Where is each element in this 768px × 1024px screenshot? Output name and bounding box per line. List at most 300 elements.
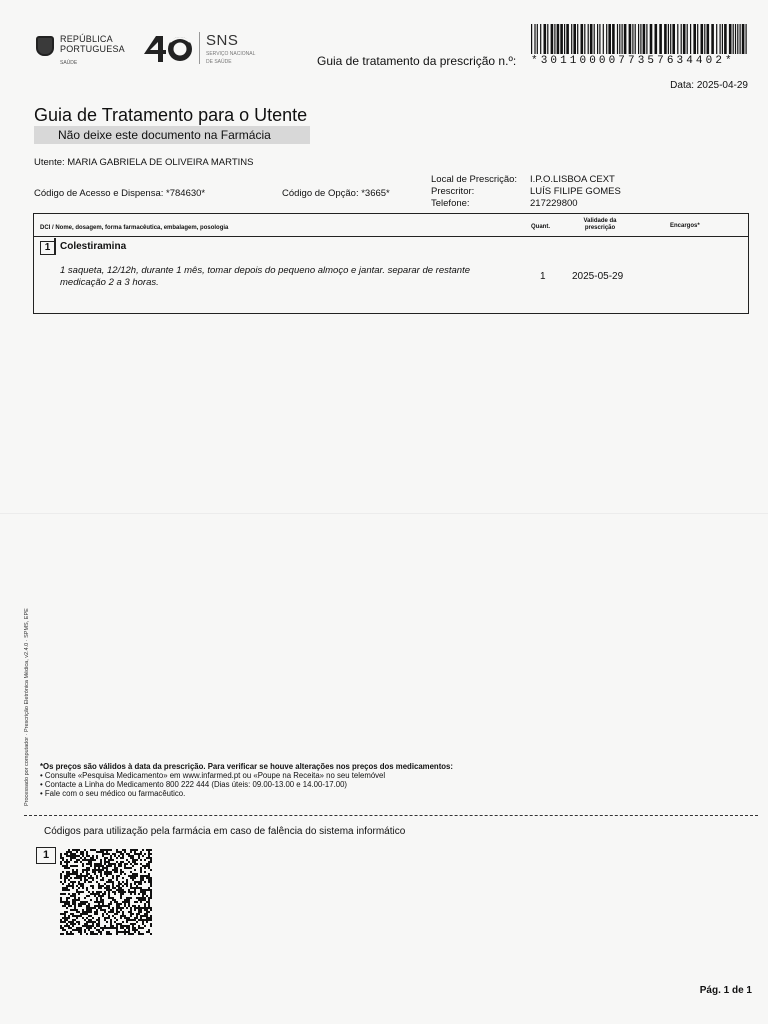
qr-module [144, 913, 146, 915]
qr-module [140, 887, 142, 889]
qr-module [128, 867, 130, 869]
barcode-bar [683, 24, 686, 54]
qr-module [140, 897, 142, 899]
qr-module [116, 877, 118, 879]
qr-module [72, 929, 74, 931]
qr-module [150, 909, 152, 911]
qr-module [64, 925, 66, 927]
qr-module [116, 901, 118, 903]
barcode-bar [681, 24, 682, 54]
qr-module [78, 897, 80, 899]
qr-module [74, 897, 76, 899]
qr-module [134, 893, 136, 895]
qr-module [136, 929, 138, 931]
qr-module [124, 915, 126, 917]
qr-module [100, 863, 102, 865]
qr-module [148, 851, 150, 853]
qr-module [112, 897, 114, 899]
qr-module [88, 877, 90, 879]
qr-module [118, 891, 120, 893]
qr-module [88, 915, 90, 917]
qr-module [84, 929, 86, 931]
qr-module [116, 871, 118, 873]
qr-module [148, 919, 150, 921]
qr-module [116, 851, 118, 853]
qr-module [124, 883, 126, 885]
qr-module [72, 865, 74, 867]
qr-module [100, 931, 102, 933]
qr-module [122, 907, 124, 909]
qr-module [128, 889, 130, 891]
qr-module [126, 897, 128, 899]
qr-module [136, 915, 138, 917]
qr-module [124, 873, 126, 875]
qr-module [142, 923, 144, 925]
qr-module [148, 897, 150, 899]
qr-module [136, 849, 138, 851]
qr-module [122, 871, 124, 873]
barcode-bar [597, 24, 598, 54]
qr-module [70, 881, 72, 883]
qr-module [130, 851, 132, 853]
qr-module [96, 919, 98, 921]
qr-module [78, 859, 80, 861]
qr-module [84, 913, 86, 915]
qr-module [128, 925, 130, 927]
qr-module [150, 891, 152, 893]
qr-module [110, 927, 112, 929]
qr-module [116, 857, 118, 859]
barcode-bar [704, 24, 705, 54]
qr-module [76, 861, 78, 863]
qr-module [112, 891, 114, 893]
qr-module [140, 919, 142, 921]
qr-module [122, 921, 124, 923]
qr-module [86, 895, 88, 897]
barcode-bar [573, 24, 576, 54]
qr-module [146, 895, 148, 897]
qr-module [110, 863, 112, 865]
qr-module [100, 901, 102, 903]
qr-module [108, 885, 110, 887]
qr-module [120, 869, 122, 871]
republica-sub: SAÚDE [60, 60, 78, 66]
qr-module [76, 849, 78, 851]
barcode-bar [547, 24, 548, 54]
qr-module [140, 889, 142, 891]
qr-module [82, 851, 84, 853]
qr-module [64, 861, 66, 863]
qr-module [106, 889, 108, 891]
qr-module [80, 883, 82, 885]
qr-module [122, 925, 124, 927]
qr-module [142, 877, 144, 879]
qr-module [140, 853, 142, 855]
qr-module [62, 857, 64, 859]
qr-module [82, 853, 84, 855]
qr-module [80, 885, 82, 887]
qr-module [68, 925, 70, 927]
qr-module [140, 907, 142, 909]
barcode-bar [537, 24, 538, 54]
qr-module [88, 907, 90, 909]
qr-module [74, 923, 76, 925]
qr-module [106, 865, 108, 867]
qr-module [80, 905, 82, 907]
qr-module [128, 891, 130, 893]
qr-module [138, 887, 140, 889]
qr-module [78, 899, 80, 901]
qr-module [104, 867, 106, 869]
qr-module [148, 849, 150, 851]
qr-module [142, 891, 144, 893]
qr-module [150, 889, 152, 891]
qr-module [136, 917, 138, 919]
qr-module [114, 913, 116, 915]
barcode-bar [707, 24, 710, 54]
qr-module [98, 925, 100, 927]
qr-module [80, 903, 82, 905]
qr-module [112, 911, 114, 913]
qr-module [64, 915, 66, 917]
qr-module [116, 867, 118, 869]
qr-module [134, 851, 136, 853]
qr-module [134, 883, 136, 885]
qr-module [148, 865, 150, 867]
qr-module [80, 927, 82, 929]
qr-module [110, 865, 112, 867]
qr-module [134, 905, 136, 907]
qr-module [108, 865, 110, 867]
qr-module [122, 885, 124, 887]
qr-module [118, 905, 120, 907]
qr-module [82, 885, 84, 887]
qr-module [74, 871, 76, 873]
qr-module [82, 871, 84, 873]
qr-module [76, 915, 78, 917]
qr-module [146, 901, 148, 903]
validity-value: 2025-05-29 [572, 271, 624, 282]
republica-line2: PORTUGUESA [60, 44, 125, 54]
qr-module [112, 907, 114, 909]
qr-module [74, 895, 76, 897]
barcode-bar [599, 24, 600, 54]
qr-module [102, 865, 104, 867]
qr-module [148, 853, 150, 855]
option-code: Código de Opção: *3665* [282, 188, 390, 199]
qr-module [98, 895, 100, 897]
qr-module [104, 853, 106, 855]
qr-module [98, 867, 100, 869]
qr-module [100, 885, 102, 887]
cut-line [24, 815, 758, 816]
qr-module [146, 919, 148, 921]
qr-module [110, 855, 112, 857]
qr-module [118, 883, 120, 885]
qr-module [74, 853, 76, 855]
qr-module [90, 919, 92, 921]
qr-module [130, 857, 132, 859]
qr-module [72, 873, 74, 875]
qr-module [68, 875, 70, 877]
qr-module [92, 925, 94, 927]
qr-module [64, 887, 66, 889]
qr-module [148, 879, 150, 881]
qr-module [126, 867, 128, 869]
qr-module [68, 883, 70, 885]
qr-module [140, 869, 142, 871]
qr-module [150, 853, 152, 855]
qr-module [64, 893, 66, 895]
qr-module [94, 849, 96, 851]
qr-module [142, 865, 144, 867]
qr-module [92, 931, 94, 933]
qr-module [66, 917, 68, 919]
qr-module [114, 917, 116, 919]
qr-module [70, 921, 72, 923]
sns-logo [206, 32, 264, 66]
qr-module [90, 925, 92, 927]
qr-module [150, 907, 152, 909]
qr-module [114, 865, 116, 867]
qr-module [130, 883, 132, 885]
qr-module [106, 853, 108, 855]
qr-module [144, 925, 146, 927]
qr-module [78, 893, 80, 895]
qr-module [92, 907, 94, 909]
prescritor-value: LUÍS FILIPE GOMES [530, 186, 621, 197]
qr-module [112, 853, 114, 855]
qr-module [82, 875, 84, 877]
qr-module [60, 913, 62, 915]
qr-module [150, 933, 152, 935]
qr-module [98, 921, 100, 923]
qr-module [150, 917, 152, 919]
qr-module [124, 931, 126, 933]
qr-module [60, 893, 62, 895]
qr-module [66, 897, 68, 899]
qr-module [136, 863, 138, 865]
qr-module [96, 913, 98, 915]
qr-module [94, 927, 96, 929]
qr-module [60, 873, 62, 875]
qr-module [82, 863, 84, 865]
qr-module [118, 923, 120, 925]
qr-module [116, 911, 118, 913]
qr-module [126, 885, 128, 887]
qr-module [132, 861, 134, 863]
barcode-bar [622, 24, 623, 54]
qr-module [132, 925, 134, 927]
qr-module [116, 905, 118, 907]
qr-module [120, 903, 122, 905]
qr-module [88, 929, 90, 931]
qr-module [112, 899, 114, 901]
qr-module [72, 869, 74, 871]
qr-module [102, 899, 104, 901]
qr-module [140, 911, 142, 913]
qr-module [132, 913, 134, 915]
qr-module [90, 909, 92, 911]
qr-module [124, 929, 126, 931]
qr-module [86, 871, 88, 873]
qr-module [94, 911, 96, 913]
qr-module [132, 855, 134, 857]
qr-module [102, 867, 104, 869]
republica-portuguesa-logo [36, 34, 128, 66]
qr-module [96, 893, 98, 895]
qr-module [74, 893, 76, 895]
qr-module [140, 879, 142, 881]
qr-module [124, 851, 126, 853]
qr-module [142, 919, 144, 921]
quantity-value: 1 [540, 271, 546, 282]
qr-module [64, 905, 66, 907]
qr-module [70, 853, 72, 855]
qr-module [102, 895, 104, 897]
qr-module [98, 893, 100, 895]
qr-module [88, 873, 90, 875]
qr-module [134, 929, 136, 931]
qr-module [134, 907, 136, 909]
barcode-bar [697, 24, 698, 54]
qr-module [118, 907, 120, 909]
qr-module [108, 907, 110, 909]
qr-module [74, 865, 76, 867]
qr-module [118, 889, 120, 891]
qr-module [148, 905, 150, 907]
qr-module [136, 901, 138, 903]
qr-module [94, 865, 96, 867]
qr-module [72, 901, 74, 903]
qr-module [112, 909, 114, 911]
qr-module [64, 921, 66, 923]
qr-module [108, 859, 110, 861]
barcode-bar [590, 24, 593, 54]
barcode-bar [566, 24, 569, 54]
qr-module [108, 905, 110, 907]
qr-module [66, 855, 68, 857]
qr-module [134, 873, 136, 875]
qr-module [120, 887, 122, 889]
barcode-bar [571, 24, 572, 54]
qr-module [150, 861, 152, 863]
qr-module [104, 905, 106, 907]
qr-module [110, 897, 112, 899]
qr-module [116, 933, 118, 935]
qr-module [146, 913, 148, 915]
qr-module [134, 887, 136, 889]
qr-module [72, 913, 74, 915]
qr-module [66, 933, 68, 935]
qr-module [146, 911, 148, 913]
qr-module [118, 903, 120, 905]
code-number: 1 [36, 847, 56, 864]
qr-module [84, 925, 86, 927]
qr-module [132, 905, 134, 907]
qr-module [66, 861, 68, 863]
qr-module [106, 917, 108, 919]
qr-module [144, 903, 146, 905]
qr-module [82, 859, 84, 861]
prescriber-values [530, 174, 621, 210]
qr-module [126, 907, 128, 909]
coat-of-arms-icon [36, 36, 54, 56]
qr-module [76, 869, 78, 871]
qr-module [120, 931, 122, 933]
qr-module [82, 913, 84, 915]
qr-module [116, 889, 118, 891]
qr-module [76, 899, 78, 901]
qr-module [104, 925, 106, 927]
qr-module [86, 901, 88, 903]
qr-module [76, 859, 78, 861]
qr-module [132, 919, 134, 921]
qr-module [106, 933, 108, 935]
qr-module [138, 911, 140, 913]
qr-module [70, 933, 72, 935]
qr-module [134, 901, 136, 903]
qr-module [130, 893, 132, 895]
qr-module [84, 881, 86, 883]
qr-module [98, 903, 100, 905]
qr-module [116, 869, 118, 871]
pharmacy-qr-code [60, 849, 152, 935]
qr-module [146, 931, 148, 933]
qr-module [76, 889, 78, 891]
qr-module [66, 871, 68, 873]
qr-module [102, 851, 104, 853]
qr-module [84, 877, 86, 879]
qr-module [148, 877, 150, 879]
barcode-bar [554, 24, 555, 54]
qr-module [86, 867, 88, 869]
qr-module [76, 865, 78, 867]
qr-module [108, 881, 110, 883]
qr-module [66, 919, 68, 921]
qr-module [60, 855, 62, 857]
qr-module [98, 863, 100, 865]
qr-module [68, 851, 70, 853]
qr-module [110, 903, 112, 905]
sns-40-anniversary-logo [142, 32, 194, 66]
qr-module [112, 881, 114, 883]
qr-module [86, 933, 88, 935]
barcode-bar [581, 24, 584, 54]
row-number: 1 [40, 241, 55, 255]
qr-module [72, 921, 74, 923]
qr-module [60, 933, 62, 935]
qr-module [72, 885, 74, 887]
qr-module [124, 925, 126, 927]
qr-module [144, 907, 146, 909]
qr-module [108, 891, 110, 893]
qr-module [106, 905, 108, 907]
qr-module [112, 875, 114, 877]
qr-module [140, 901, 142, 903]
qr-module [68, 921, 70, 923]
barcode-bar [640, 24, 641, 54]
qr-module [110, 919, 112, 921]
qr-module [80, 929, 82, 931]
qr-module [116, 931, 118, 933]
qr-module [86, 909, 88, 911]
qr-module [132, 887, 134, 889]
qr-module [88, 905, 90, 907]
qr-module [126, 879, 128, 881]
qr-module [140, 899, 142, 901]
qr-module [88, 867, 90, 869]
